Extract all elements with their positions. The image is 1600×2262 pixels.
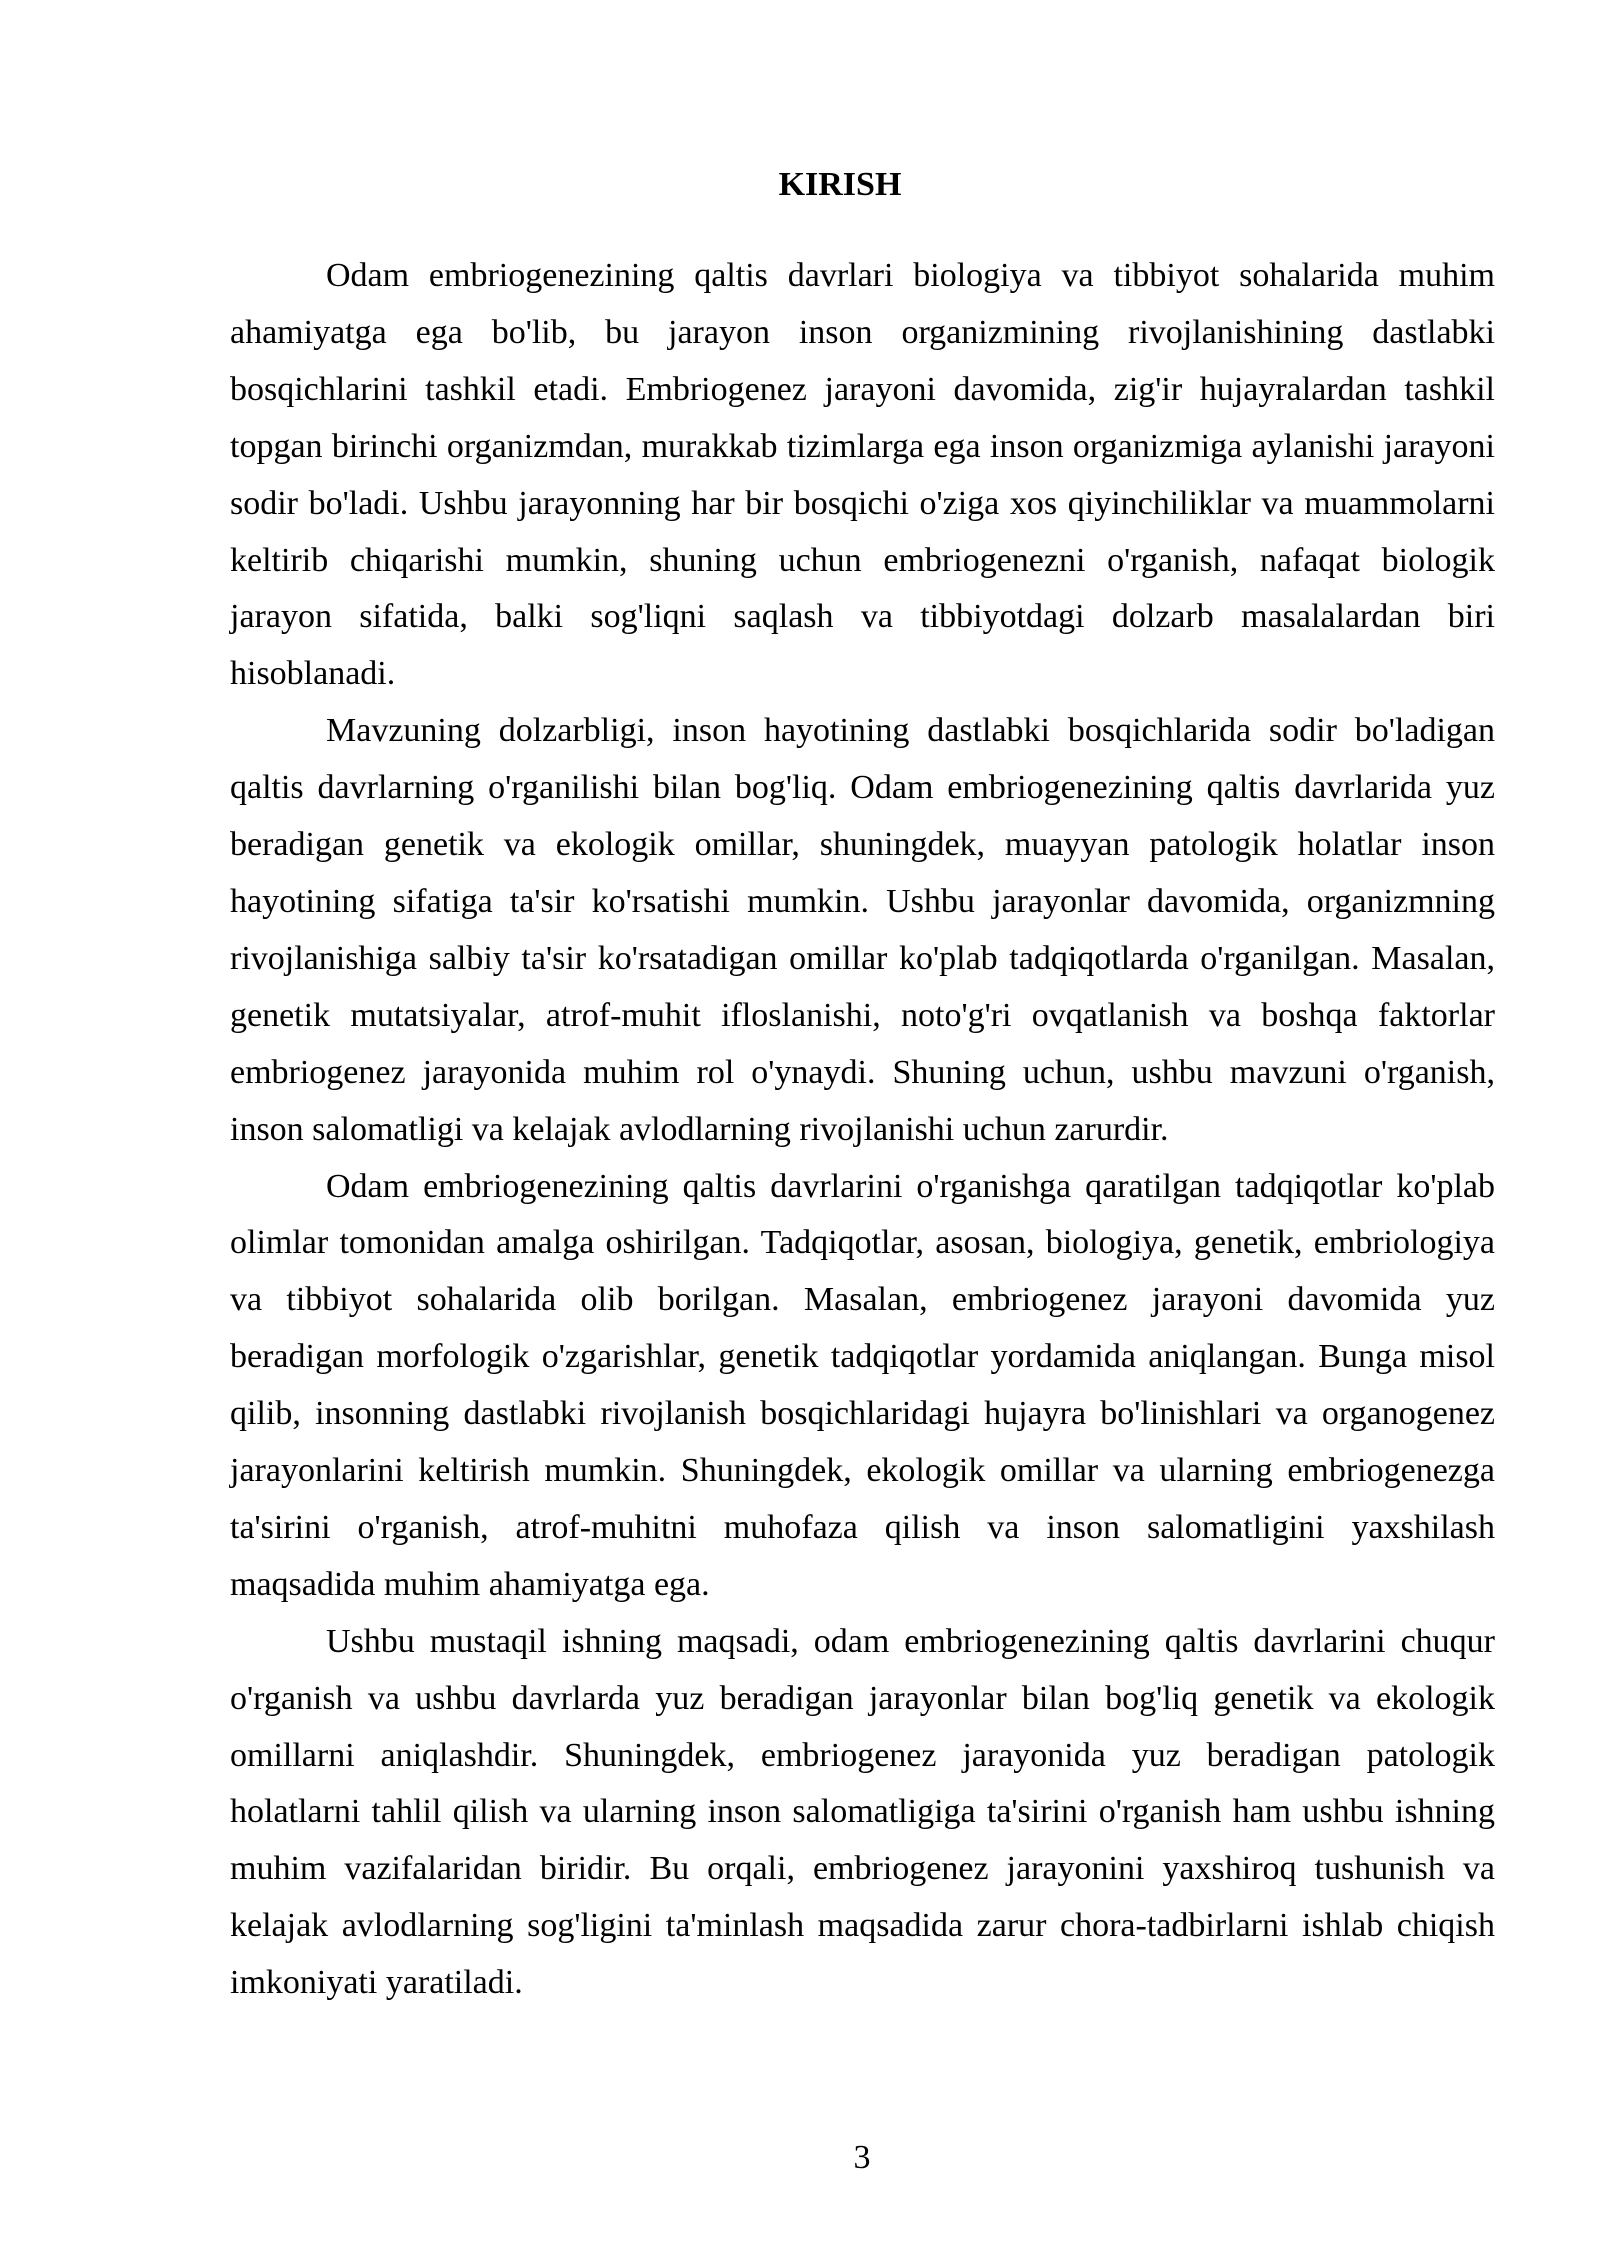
paragraph-goal: Ushbu mustaqil ishning maqsadi, odam embriogenezining qaltis davrlarini chuqur o'rganish va ushbu davrlarda yuz beradigan jarayonlar bilan bog'liq genetik va ekologik omillarni aniqlashdir. Shuningdek, embriogenez jarayonida yuz beradigan patologik holatlarni tahlil qilish va ularning inson salomatligiga ta'sirini o'rganish ham ushbu ishning muhim vazifalaridan biridir. Bu orqali, embriogenez jarayonini yaxshiroq tushunish va kelajak avlodlarning sog'ligini ta'minlash maqsadida zarur chora-tadbirlarni ishlab chiqish imkoniyati yaratiladi. [230, 1622, 1495, 2002]
page-title: KIRISH [778, 166, 902, 203]
paragraph-introduction: Odam embriogenezining qaltis davrlari biologiya va tibbiyot sohalarida muhim ahamiyatga ega bo'lib, bu jarayon inson organizmining rivojlanishining dastlabki bosqichlarini tashkil etadi. Embriogenez jarayoni davomida, zig'ir hujayralardan tashkil topgan birinchi organizmdan, murakkab tizimlarga ega inson organizmiga aylanishi jarayoni sodir bo'ladi. Ushbu jarayonning har bir bosqichi o'ziga xos qiyinchiliklar va muammolarni keltirib chiqarishi mumkin, shuning uchun embriogenezni o'rganish, nafaqat biologik jarayon sifatida, balki sog'liqni saqlash va tibbiyotdagi dolzarb masalalardan biri hisoblanadi. [230, 257, 1495, 693]
paragraph-relevance: Mavzuning dolzarbligi, inson hayotining dastlabki bosqichlarida sodir bo'ladigan qaltis davrlarning o'rganilishi bilan bog'liq. Odam embriogenezining qaltis davrlarida yuz beradigan genetik va ekologik omillar, shuningdek, muayyan patologik holatlar inson hayotining sifatiga ta'sir ko'rsatishi mumkin. Ushbu jarayonlar davomida, organizmning rivojlanishiga salbiy ta'sir ko'rsatadigan omillar ko'plab tadqiqotlarda o'rganilgan. Masalan, genetik mutatsiyalar, atrof-muhit ifloslanishi, noto'g'ri ovqatlanish va boshqa faktorlar embriogenez jarayonida muhim rol o'ynaydi. Shuning uchun, ushbu mavzuni o'rganish, inson salomatligi va kelajak avlodlarning rivojlanishi uchun zarurdir. [230, 712, 1495, 1148]
page-number: 3 [853, 2139, 871, 2176]
paragraph-research: Odam embriogenezining qaltis davrlarini o'rganishga qaratilgan tadqiqotlar ko'plab olimlar tomonidan amalga oshirilgan. Tadqiqotlar, asosan, biologiya, genetik, embriologiya va tibbiyot sohalarida olib borilgan. Masalan, embriogenez jarayoni davomida yuz beradigan morfologik o'zgarishlar, genetik tadqiqotlar yordamida aniqlangan. Bunga misol qilib, insonning dastlabki rivojlanish bosqichlaridagi hujayra bo'linishlari va organogenez jarayonlarini keltirish mumkin. Shuningdek, ekologik omillar va ularning embriogenezga ta'sirini o'rganish, atrof-muhitni muhofaza qilish va inson salomatligini yaxshilash maqsadida muhim ahamiyatga ega. [230, 1167, 1495, 1603]
document-body [230, 248, 1495, 2012]
